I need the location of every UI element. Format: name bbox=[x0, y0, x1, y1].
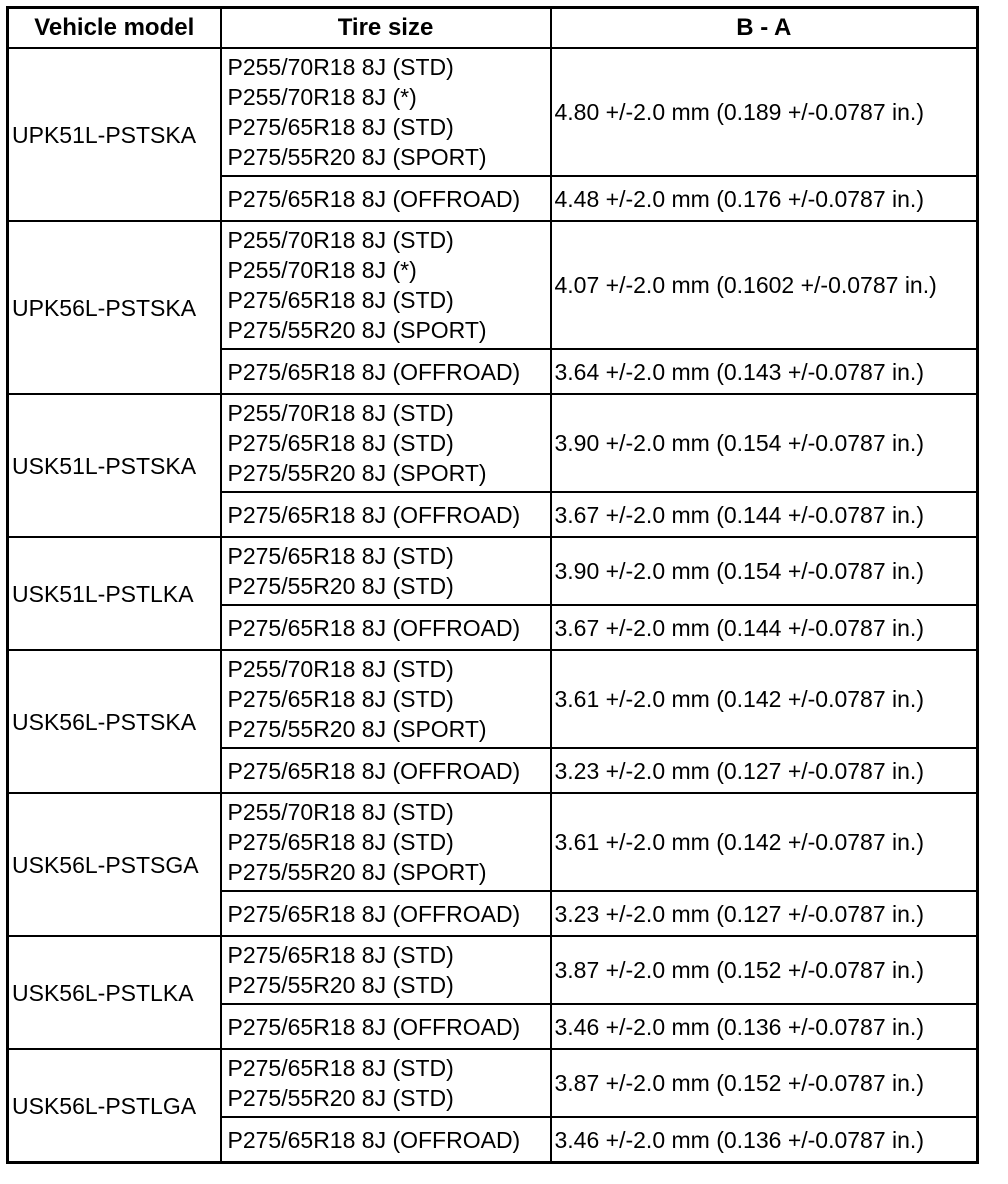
tire-spec-table bbox=[6, 6, 979, 1164]
tire-size-line: P275/55R20 8J (STD) bbox=[227, 972, 454, 998]
tire-size-line: P275/65R18 8J (OFFROAD) bbox=[227, 900, 521, 927]
vehicle-model-cell: USK51L-PSTSKA bbox=[8, 394, 221, 537]
tire-size-line: P275/65R18 8J (STD) bbox=[227, 829, 454, 855]
vehicle-model-cell: USK56L-PSTSKA bbox=[8, 650, 221, 793]
tire-size-cell bbox=[221, 605, 551, 650]
tire-size-line: P275/65R18 8J (OFFROAD) bbox=[227, 501, 521, 528]
tire-size-cell bbox=[221, 394, 551, 492]
b-minus-a-value-cell: 3.46 +/-2.0 mm (0.136 +/-0.0787 in.) bbox=[551, 1117, 978, 1163]
tire-size-line: P255/70R18 8J (*) bbox=[227, 84, 417, 110]
tire-size-line: P255/70R18 8J (STD) bbox=[227, 799, 454, 825]
header-row bbox=[8, 8, 978, 49]
b-minus-a-value-cell: 3.67 +/-2.0 mm (0.144 +/-0.0787 in.) bbox=[551, 492, 978, 537]
b-minus-a-value-cell: 3.90 +/-2.0 mm (0.154 +/-0.0787 in.) bbox=[551, 394, 978, 492]
header-vehicle-model: Vehicle model bbox=[8, 8, 221, 49]
tire-size-line: P255/70R18 8J (STD) bbox=[227, 227, 454, 253]
tire-size-cell bbox=[221, 793, 551, 891]
table-row bbox=[8, 1049, 978, 1117]
tire-size-cell bbox=[221, 176, 551, 221]
tire-size-line: P275/65R18 8J (STD) bbox=[227, 114, 454, 140]
vehicle-model-cell: USK56L-PSTLKA bbox=[8, 936, 221, 1049]
tire-size-line: P275/65R18 8J (STD) bbox=[227, 287, 454, 313]
tire-size-line: P275/65R18 8J (STD) bbox=[227, 1055, 454, 1081]
tire-size-line: P275/55R20 8J (SPORT) bbox=[227, 716, 487, 742]
tire-size-line: P255/70R18 8J (STD) bbox=[227, 400, 454, 426]
b-minus-a-value-cell: 3.87 +/-2.0 mm (0.152 +/-0.0787 in.) bbox=[551, 1049, 978, 1117]
tire-size-cell bbox=[221, 48, 551, 176]
b-minus-a-value-cell: 3.61 +/-2.0 mm (0.142 +/-0.0787 in.) bbox=[551, 793, 978, 891]
tire-size-line: P255/70R18 8J (STD) bbox=[227, 54, 454, 80]
tire-size-line: P275/55R20 8J (SPORT) bbox=[227, 460, 487, 486]
tire-size-line: P275/65R18 8J (OFFROAD) bbox=[227, 614, 521, 641]
b-minus-a-value-cell: 3.67 +/-2.0 mm (0.144 +/-0.0787 in.) bbox=[551, 605, 978, 650]
header-b-minus-a: B - A bbox=[551, 8, 978, 49]
table-row bbox=[8, 793, 978, 891]
tire-size-cell bbox=[221, 1049, 551, 1117]
tire-size-cell bbox=[221, 1004, 551, 1049]
tire-size-line: P275/65R18 8J (STD) bbox=[227, 686, 454, 712]
tire-size-line: P275/65R18 8J (STD) bbox=[227, 942, 454, 968]
tire-size-cell bbox=[221, 349, 551, 394]
tire-size-cell bbox=[221, 492, 551, 537]
vehicle-model-cell: UPK51L-PSTSKA bbox=[8, 48, 221, 221]
table-row bbox=[8, 394, 978, 492]
b-minus-a-value-cell: 4.80 +/-2.0 mm (0.189 +/-0.0787 in.) bbox=[551, 48, 978, 176]
b-minus-a-value-cell: 3.61 +/-2.0 mm (0.142 +/-0.0787 in.) bbox=[551, 650, 978, 748]
tire-size-line: P275/65R18 8J (OFFROAD) bbox=[227, 358, 521, 385]
tire-size-cell bbox=[221, 891, 551, 936]
tire-size-line: P275/55R20 8J (SPORT) bbox=[227, 317, 487, 343]
table-row bbox=[8, 221, 978, 349]
b-minus-a-value-cell: 4.48 +/-2.0 mm (0.176 +/-0.0787 in.) bbox=[551, 176, 978, 221]
tire-size-cell bbox=[221, 748, 551, 793]
table-row bbox=[8, 537, 978, 605]
vehicle-model-cell: USK51L-PSTLKA bbox=[8, 537, 221, 650]
tire-size-line: P255/70R18 8J (STD) bbox=[227, 656, 454, 682]
b-minus-a-value-cell: 3.90 +/-2.0 mm (0.154 +/-0.0787 in.) bbox=[551, 537, 978, 605]
tire-size-cell bbox=[221, 936, 551, 1004]
tire-size-line: P275/65R18 8J (OFFROAD) bbox=[227, 757, 521, 784]
vehicle-model-cell: UPK56L-PSTSKA bbox=[8, 221, 221, 394]
header-tire-size: Tire size bbox=[221, 8, 551, 49]
b-minus-a-value-cell: 3.64 +/-2.0 mm (0.143 +/-0.0787 in.) bbox=[551, 349, 978, 394]
tire-size-cell bbox=[221, 221, 551, 349]
tire-size-line: P275/55R20 8J (SPORT) bbox=[227, 859, 487, 885]
tire-size-line: P275/55R20 8J (STD) bbox=[227, 1085, 454, 1111]
table-row bbox=[8, 650, 978, 748]
b-minus-a-value-cell: 3.87 +/-2.0 mm (0.152 +/-0.0787 in.) bbox=[551, 936, 978, 1004]
b-minus-a-value-cell: 3.46 +/-2.0 mm (0.136 +/-0.0787 in.) bbox=[551, 1004, 978, 1049]
tire-size-line: P275/55R20 8J (STD) bbox=[227, 573, 454, 599]
vehicle-model-cell: USK56L-PSTLGA bbox=[8, 1049, 221, 1163]
b-minus-a-value-cell: 4.07 +/-2.0 mm (0.1602 +/-0.0787 in.) bbox=[551, 221, 978, 349]
vehicle-model-cell: USK56L-PSTSGA bbox=[8, 793, 221, 936]
tire-size-line: P275/65R18 8J (OFFROAD) bbox=[227, 185, 521, 212]
tire-size-line: P255/70R18 8J (*) bbox=[227, 257, 417, 283]
b-minus-a-value-cell: 3.23 +/-2.0 mm (0.127 +/-0.0787 in.) bbox=[551, 748, 978, 793]
tire-size-cell bbox=[221, 1117, 551, 1163]
tire-size-line: P275/65R18 8J (OFFROAD) bbox=[227, 1126, 521, 1153]
table-body bbox=[8, 48, 978, 1163]
b-minus-a-value-cell: 3.23 +/-2.0 mm (0.127 +/-0.0787 in.) bbox=[551, 891, 978, 936]
tire-size-line: P275/65R18 8J (STD) bbox=[227, 430, 454, 456]
table-row bbox=[8, 936, 978, 1004]
tire-size-cell bbox=[221, 537, 551, 605]
tire-size-cell bbox=[221, 650, 551, 748]
table-row bbox=[8, 48, 978, 176]
tire-size-line: P275/55R20 8J (SPORT) bbox=[227, 144, 487, 170]
tire-size-line: P275/65R18 8J (OFFROAD) bbox=[227, 1013, 521, 1040]
tire-size-line: P275/65R18 8J (STD) bbox=[227, 543, 454, 569]
